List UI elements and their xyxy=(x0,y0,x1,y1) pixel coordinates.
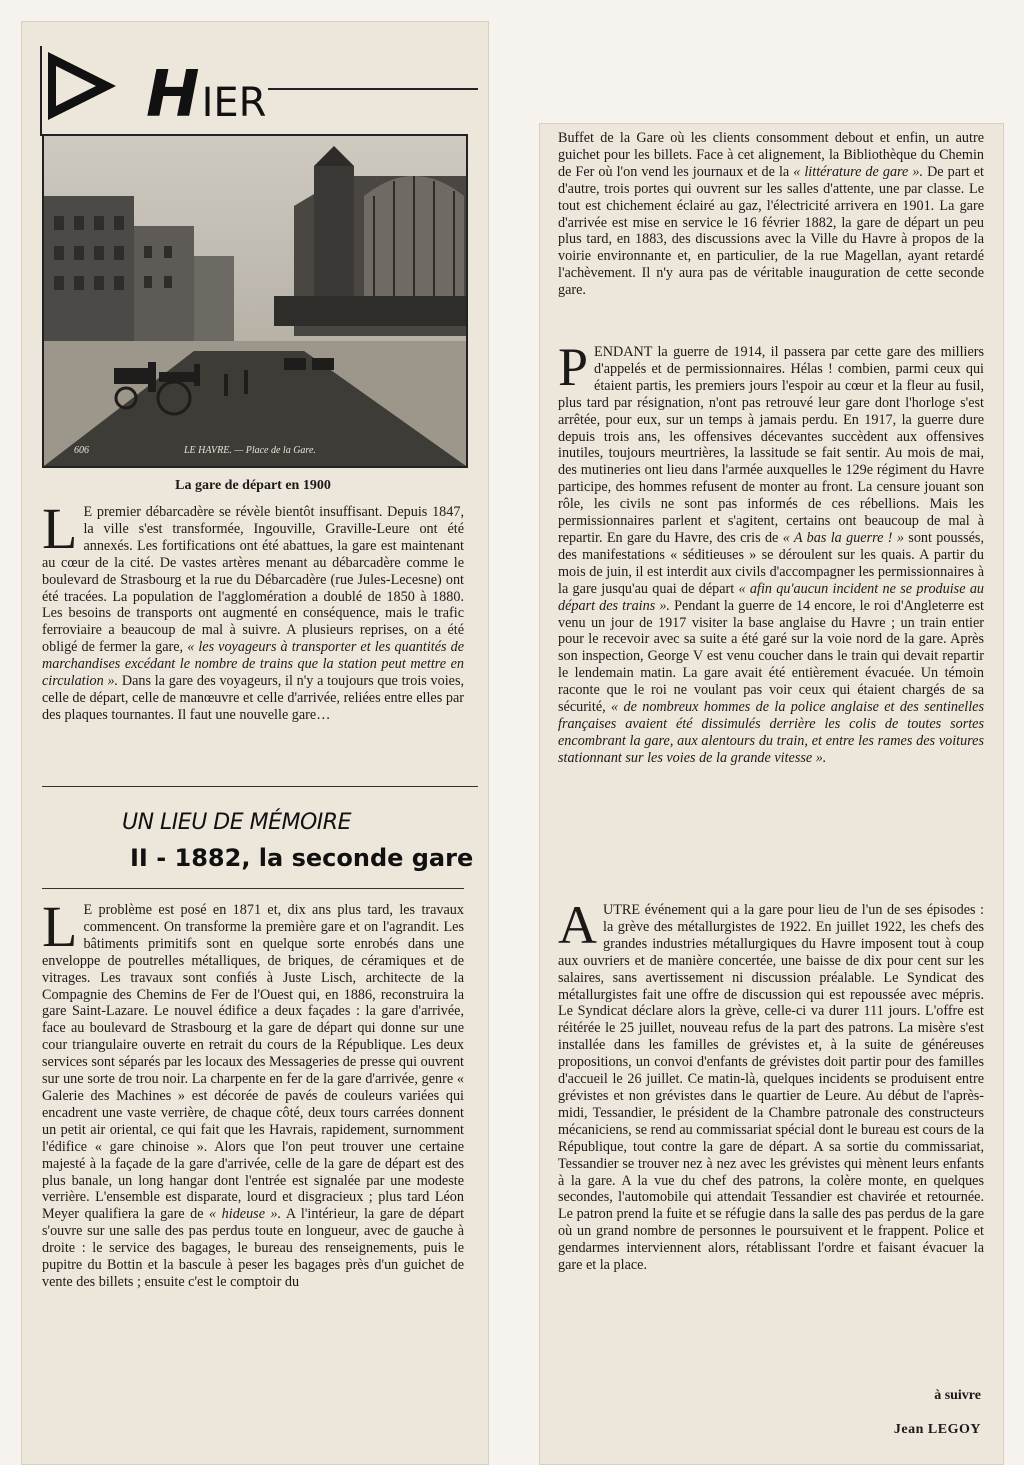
section2-quote: « hideuse ». xyxy=(209,1206,282,1223)
photo-number: 606 xyxy=(74,445,89,456)
section-rule xyxy=(42,786,478,787)
right-article-part3 xyxy=(558,895,985,1274)
right-drop-cap-a: A xyxy=(558,895,597,955)
right-lead-p: ENDANT xyxy=(594,344,653,360)
section-title-initial: H xyxy=(146,58,200,132)
photo-place-label: LE HAVRE. — Place de la Gare. xyxy=(184,445,316,456)
section-title-rest: IER xyxy=(201,80,267,126)
station-photo xyxy=(42,134,468,468)
right-text-3: événement qui a la gare pour lieu de l'un de ses épisodes : la grève des métallurgistes de 1922. En juillet 1922, les chefs des grandes industries métallurgiques du Havre imposent tout à coup aux ouvriers et de manière concertée, une baisse de dix pour cent sur les salaires, sans avertissement ni discussion préalable. Le Syndicat des métallurgistes fait une offre de discussion qui est repoussée avec mépris. Le Syndicat déclare alors la grève, celle-ci va durer 111 jours. L'offre est réitérée le 25 juillet, nouveau refus de la part des patrons. La misère s'est installée dans les familles de grévistes et, à la suite de généreuses propositions, un convoi d'enfants de grévistes doit partir pour des familles d'accueil le 26 juillet. Ce matin-là, quelques incidents se produisent entre grévistes et non grévistes dans le quartier de Leure. Au début de l'après-midi, Tessandier, le président de la Chambre patronale des constructeurs mécaniciens, se rend au commissariat spécial dont le bureau est cours de la République, tout contre la gare de départ. A sa sortie du commissariat, Tessandier se trouver nez à nez avec les grévistes qui mènent leurs enfants à la gare. A la vue du chef des patrons, la colère monte, en quelques secondes, l'automobile qui attendait Tessandier est chavirée et retournée. Le patron prend la fuite et se réfugie dans la salle des pas perdus de la gare où un grand nombre de personnes le poursuivent et le frappent. Police et gendarmes interviennent alors, rétablissant l'ordre et faisant évacuer la gare et la place. xyxy=(558,902,985,1274)
right-text-2b: sont poussés, des manifestations « séditieuses » se déroulent sur les quais. A partir du mois de juin, il est interdit aux civils d'accompagner les permissionnaires à la gare jusqu'au quai de départ xyxy=(558,529,984,597)
header-bar xyxy=(40,46,42,136)
intro-text-2: Dans la gare des voyageurs, il n'y a toujours que trois voies, celle de départ, celle de manœuvre et celle d'arrivée, reliées entre elles par des plaques tournantes. Il faut une nouvelle gare… xyxy=(42,673,465,723)
right-text-1: Buffet de la Gare où les clients consomment debout et enfin, un autre guichet pour les billets. Face à cet alignement, la Bibliothèque du Chemin de Fer où l'on vend les journaux et de la xyxy=(558,130,984,180)
station-photo-drawing xyxy=(44,136,466,466)
intro-quote: « les voyageurs à transporter et les quantités de marchandises excédant le nombre de trains que la station peut mettre en circulation ». xyxy=(42,639,465,690)
section2-article xyxy=(42,894,465,1291)
photo-caption-line xyxy=(74,445,316,456)
section2-drop-cap: L xyxy=(42,894,78,959)
right-quote-3: « afin qu'aucun incident ne se produise au départ des trains ». xyxy=(558,580,985,614)
right-text-2: la guerre de 1914, il passera par cette gare des milliers d'appelés et de permissionnaires. Hélas ! combien, parmi ceux qui étaient partis, les premiers jours l'espoir au cœur et la fleur au fusil, plus tard par résignation, n'ont pas retrouvé leur gare dont l'horloge s'est arrêtée, pour eux, sur un temps à jamais perdu. En 1917, la guerre dure depuis trois ans, les offensives décevantes succèdent aux offensives inutiles, toujours meurtrières, la lassitude se fait sentir. Au mois de mai, des mutineries ont lieu dans l'armée auxquelles le 129e régiment du Havre participe, des hommes refusent de monter au front. La censure jouant son rôle, les civils ne sont pas informés de ces rébellions. Mais les permissionnaires parlent et s'agitent, certains ont beaucoup de mal à repartir. En gare du Havre, des cris de xyxy=(558,344,984,546)
header-rule xyxy=(268,88,478,90)
right-article-part2 xyxy=(558,337,985,767)
section2-text-2: A l'intérieur, la gare de départ s'ouvre sur une salle des pas perdus toute en longueur, avec de gauche à droite : le service des bagages, le bureau des renseignements, puis le pupitre du Bottin et la bascule à peser les bagages près d'un guichet de vente des billets ; ensuite c'est le comptoir du xyxy=(42,1206,465,1290)
right-text-1b: De part et d'autre, trois portes qui ouvrent sur les salles d'attente, une par classe. Le tout est chichement éclairé au gaz, l'électricité arrivera en 1901. La gare d'arrivée est mise en service le 16 février 1882, la gare de départ un peu plus tard, en 1883, des discussions avec la Ville du Havre à propos de la voirie environnante et, en particulier, de la rue Magellan, ayant retardé l'achèvement. Il n'y aura pas de véritable inauguration de cette seconde gare. xyxy=(558,163,984,299)
intro-article xyxy=(42,496,465,724)
right-text-2c: Pendant la guerre de 14 encore, le roi d'Angleterre est venu un jour de 1917 visiter la base anglaise du Havre ; un train entier pour le recevoir avec sa suite a été garé sur la voie nord de la gare. Après son inspection, George V est venu coucher dans le train qui devait repartir le lendemain matin. La gare avait été entièrement évacuée. Un témoin raconte que le roi ne voulant pas voir ceux qui étaient chargés de sa sécurité, xyxy=(558,597,985,716)
intro-text: E premier débarcadère se révèle bientôt insuffisant. Depuis 1847, la ville s'est transformée, Ingouville, Graville-Leure ont été annexés. Les fortifications ont été abattues, la gare est maintenant au cœur de la cité. De vastes artères menant au débarcadère comme le boulevard de Strasbourg et la rue du Débarcadère (rue Jules-Lecesne) ont été tracées. La population de l'agglomération a doublé de 1850 à 1880. Les besoins de transports ont augmenté en conséquence, mais le trafic ferroviaire a beaucoup de mal à suivre. A plusieurs reprises, on a été obligé de fermer la gare, xyxy=(42,504,464,656)
section2-text: E problème est posé en 1871 et, dix ans plus tard, les travaux commencent. On transforme la première gare et on l'agrandit. Les bâtiments primitifs sont en quelque sorte enrobés dans une enveloppe de poutrelles métalliques, de briques, de céramiques et de vitrages. Les travaux sont confiés à Juste Lisch, architecte de la Compagnie des Chemins de Fer de l'Ouest qui, en 1886, reconstruira la gare Saint-Lazare. Le nouvel édifice a deux façades : la gare d'arrivée, face au boulevard de Strasbourg et la gare de départ qui donne sur une cour triangulaire ouverte en retrait du cours de la République. Les deux services sont séparés par les locaux des Messageries de presse qui ouvrent sur une sorte de trou noir. La charpente en fer de la gare d'arrivée, genre « Galerie des Machines » est décorée de pavés de couleurs variées qui encadrent une vaste verrière, de chaque côté, deux tours carrées donnent un petit air oriental, ce qui fait que les Havrais, rapidement, surnomment l'édifice « gare chinoise ». Alors que l'on peut trouver une certaine majesté à la façade de la gare d'arrivée, celle de la gare de départ est des plus banale, un long hangar dont l'entrée est signalée par une modeste verrière. L'ensemble est disparate, lourd et disgracieux ; plus tard Léon Meyer qualifiera la gare de xyxy=(42,902,464,1223)
right-article-part1 xyxy=(558,130,984,299)
kicker: UN LIEU DE MÉMOIRE xyxy=(122,810,351,835)
headline-rule xyxy=(42,888,464,889)
right-quote-2: « A bas la guerre ! » xyxy=(782,529,904,546)
right-quote-1: « littérature de gare ». xyxy=(793,163,924,180)
section-header xyxy=(38,40,482,140)
photo-caption: La gare de départ en 1900 xyxy=(175,478,331,493)
section-title xyxy=(146,58,266,132)
right-clipping xyxy=(540,124,1003,1464)
right-drop-cap-p: P xyxy=(558,337,589,397)
to-be-continued: à suivre xyxy=(934,1388,981,1403)
arrow-inner-shape xyxy=(56,66,96,106)
intro-drop-cap: L xyxy=(42,496,78,561)
headline: II - 1882, la seconde gare xyxy=(130,844,474,872)
right-lead-a: UTRE xyxy=(603,902,641,918)
left-clipping xyxy=(22,22,488,1464)
right-quote-4: « de nombreux hommes de la police anglaise et des sentinelles françaises avaient été dissimulés derrière les colis de toutes sortes encombrant la gare, aux alentours du train, et entre les rames des voitures stationnant sur les voies de la grande vitesse ». xyxy=(558,699,984,766)
author-signature: Jean LEGOY xyxy=(893,1422,981,1437)
